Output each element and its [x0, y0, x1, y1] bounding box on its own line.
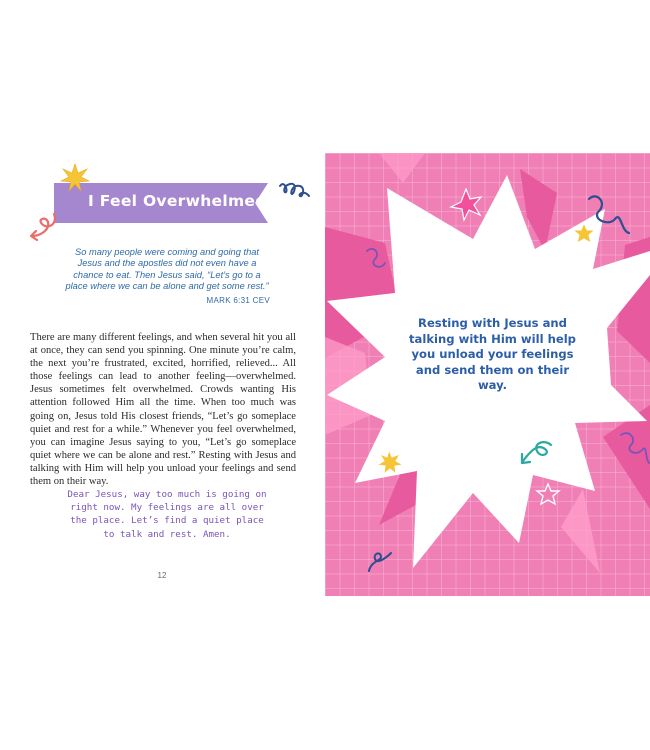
prayer-text: Dear Jesus, way too much is going on right now. My feelings are all over the place. Let’s find a quiet place to talk and rest. Amen.	[67, 489, 267, 540]
star-icon	[537, 484, 559, 504]
right-page-illustration	[325, 153, 650, 596]
squiggle-icon	[369, 553, 391, 571]
burst-message: Resting with Jesus and talking with Him will help you unload your feelings and send them on their way.	[409, 316, 576, 392]
body-paragraph: There are many different feelings, and when several hit you all at once, they can send you spinning. One minute you’re calm, the next you’re frustrated, excited, horrified, relieved... All those feelings can lead to another feeling—overwhelmed. Jesus sometimes felt overwhelmed. Crowds wanting His attention followed Him all the time. When too much was going on, Jesus told His closest friends, “Let’s go someplace quiet and rest for a while.” Whenever you feel overwhelmed, you can imagine Jesus saying to you, “Let’s go someplace quiet where we can be alone and rest.” Resting with Jesus and talking with Him will help you unload your feelings and send them on their way.	[30, 332, 296, 488]
scripture-reference: MARK 6:31 CEV	[206, 296, 270, 305]
scripture-verse: So many people were coming and going that Jesus and the apostles did not even have a chance to eat. Then Jesus said, “Let’s go to a place where we can be alone and get some rest.”	[65, 247, 269, 291]
shadow-shape	[379, 153, 425, 183]
page-title: I Feel Overwhelmed	[88, 192, 267, 210]
starburst-icon	[60, 163, 90, 193]
page-number: 12	[157, 571, 167, 580]
squiggle-icon	[278, 178, 312, 204]
star-icon	[451, 189, 481, 220]
swirl-arrow-icon	[24, 208, 62, 246]
shadow-shape	[561, 489, 600, 573]
